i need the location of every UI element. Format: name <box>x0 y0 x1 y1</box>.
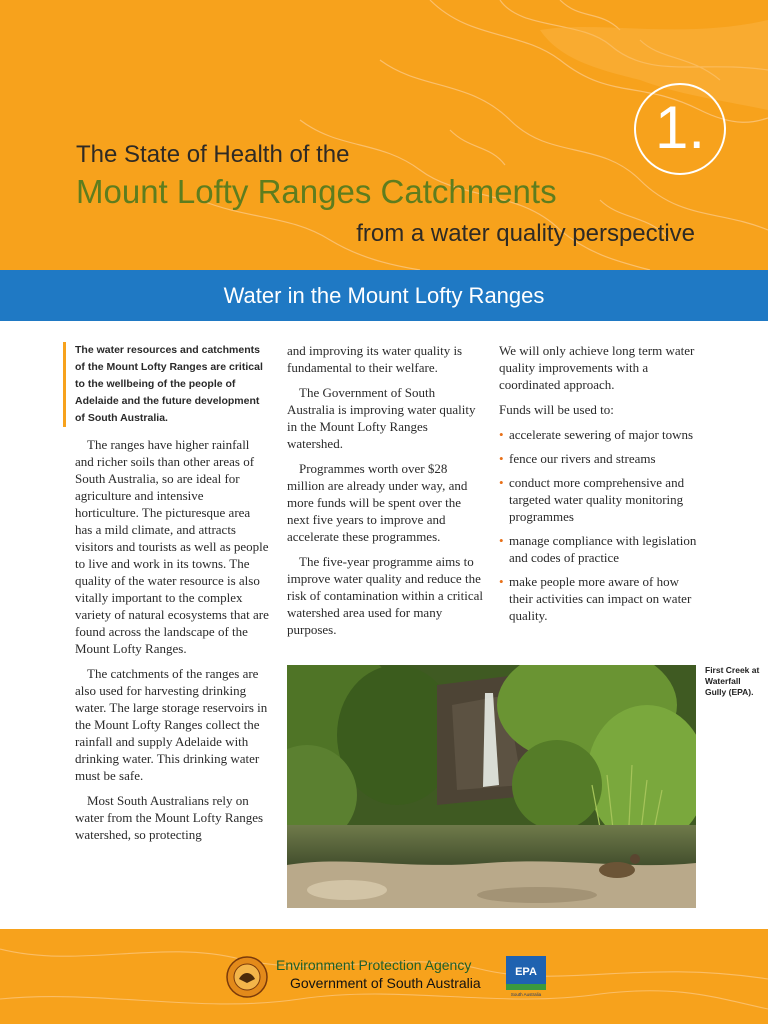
paragraph: The Government of South Australia is improving water quality in the Mount Lofty Ranges watershed. <box>287 385 476 451</box>
epa-logo-icon <box>506 956 546 998</box>
paragraph: We will only achieve long term water quality improvements with a coordinated approach. <box>499 343 695 392</box>
title-line-2: Mount Lofty Ranges Catchments <box>76 173 557 210</box>
paragraph: Most South Australians rely on water from the Mount Lofty Ranges watershed, so protecting <box>75 793 264 842</box>
paragraph: The five-year programme aims to improve water quality and reduce the risk of contamination within a critical watershed area used for many purposes. <box>287 554 484 637</box>
title-line-1: The State of Health of the <box>76 141 350 168</box>
list-item: • accelerate sewering of major towns <box>499 426 699 443</box>
list-item: • fence our rivers and streams <box>499 450 699 467</box>
photo-caption: First Creek at Waterfall Gully (EPA). <box>705 665 760 697</box>
column-2 <box>287 342 485 646</box>
epa-logo-label: EPA <box>515 966 537 978</box>
list-item: • manage compliance with legislation and codes of practice <box>499 532 699 566</box>
government-seal-icon <box>225 955 269 999</box>
title-line-3: from a water quality perspective <box>356 220 695 247</box>
section-title-band: Water in the Mount Lofty Ranges <box>0 270 768 321</box>
epa-logo-sub: South Australia <box>510 992 542 997</box>
paragraph: Programmes worth over $28 million are already under way, and more funds will be spent over the next five years to improve and accelerate these programmes. <box>287 461 468 544</box>
waterfall-photo <box>287 665 696 908</box>
column-1 <box>75 342 270 851</box>
government-name: Government of South Australia <box>290 975 481 991</box>
paragraph: Funds will be used to: <box>499 402 614 417</box>
agency-name: Environment Protection Agency <box>276 957 472 973</box>
paragraph: The ranges have higher rainfall and richer soils than other areas of South Australia, so are ideal for agriculture and intensive horticulture. The picturesque area has a mild climate, and attracts visitors and tourists as well as people to live and work in its towns. The quality of the water resource is also vitally important to the complex variety of natural ecosystems that are found across the landscape of the Mount Lofty Ranges. <box>75 437 269 656</box>
column-3 <box>499 342 699 631</box>
intro-text: The water resources and catchments of the Mount Lofty Ranges are critical to the wellbeing of the people of Adelaide and the future development of South Australia. <box>63 342 270 427</box>
funding-list <box>499 426 699 624</box>
header-banner <box>0 0 768 270</box>
section-number-badge: 1. <box>634 83 726 175</box>
paragraph: and improving its water quality is fundamental to their welfare. <box>287 343 463 375</box>
paragraph: The catchments of the ranges are also used for harvesting drinking water. The large storage reservoirs in the Mount Lofty Ranges collect the rainfall and supply Adelaide with drinking water. This drinking water must be safe. <box>75 666 268 783</box>
list-item: • conduct more comprehensive and targeted water quality monitoring programmes <box>499 474 699 525</box>
list-item: • make people more aware of how their activities can impact on water quality. <box>499 573 699 624</box>
